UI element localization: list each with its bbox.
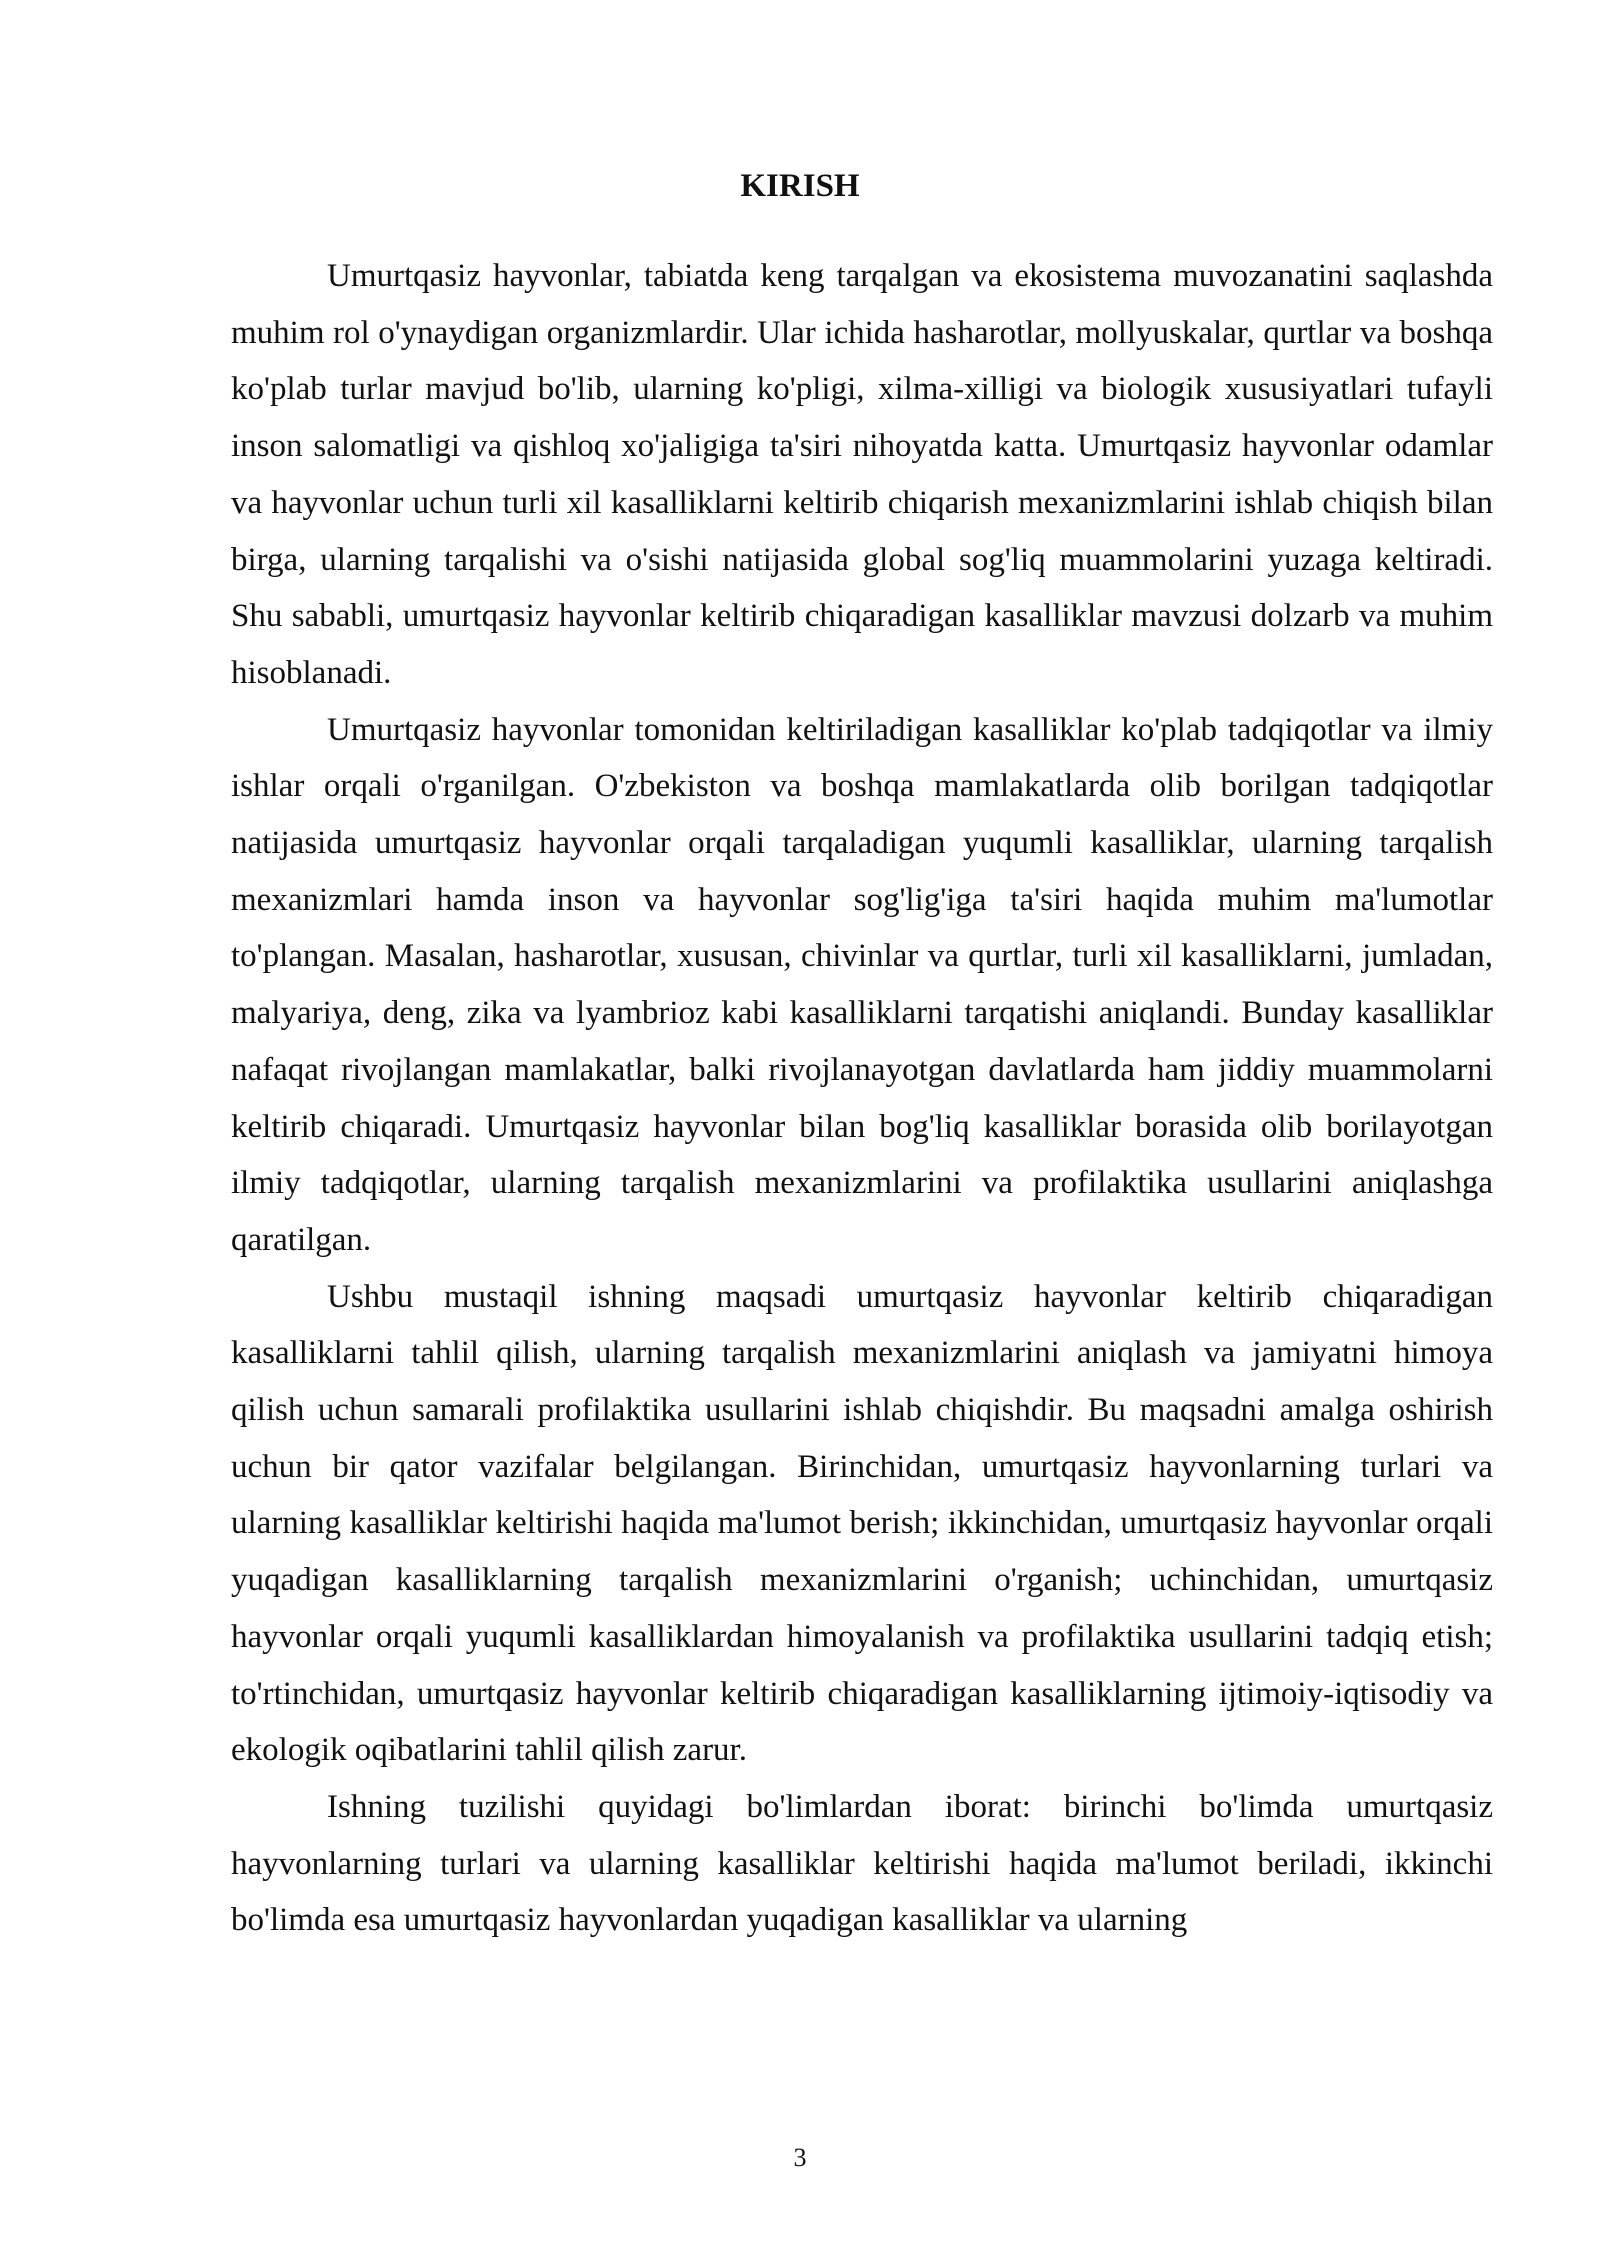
- paragraph-3: Ushbu mustaqil ishning maqsadi umurtqasiz hayvonlar keltirib chiqaradigan kasalliklarni tahlil qilish, ularning tarqalish mexanizmlarini aniqlash va jamiyatni himoya qilish uchun samarali profilaktika usullarini ishlab chiqishdir. Bu maqsadni amalga oshirish uchun bir qator vazifalar belgilangan. Birinchidan, umurtqasiz hayvonlarning turlari va ularning kasalliklar keltirishi haqida ma'lumot berish; ikkinchidan, umurtqasiz hayvonlar orqali yuqadigan kasalliklarning tarqalish mexanizmlarini o'rganish; uchinchidan, umurtqasiz hayvonlar orqali yuqumli kasalliklardan himoyalanish va profilaktika usullarini tadqiq etish; to'rtinchidan, umurtqasiz hayvonlar keltirib chiqaradigan kasalliklarning ijtimoiy-iqtisodiy va ekologik oqibatlarini tahlil qilish zarur.: [231, 1278, 1493, 1769]
- page-title: KIRISH: [740, 168, 860, 204]
- paragraph-2: Umurtqasiz hayvonlar tomonidan keltiriladigan kasalliklar ko'plab tadqiqotlar va ilmiy ishlar orqali o'rganilgan. O'zbekiston va boshqa mamlakatlarda olib borilgan tadqiqotlar natijasida umurtqasiz hayvonlar orqali tarqaladigan yuqumli kasalliklar, ularning tarqalish mexanizmlari hamda inson va hayvonlar sog'lig'iga ta'siri haqida muhim ma'lumotlar to'plangan. Masalan, hasharotlar, xususan, chivinlar va qurtlar, turli xil kasalliklarni, jumladan, malyariya, deng, zika va lyambrioz kabi kasalliklarni tarqatishi aniqlandi. Bunday kasalliklar nafaqat rivojlangan mamlakatlar, balki rivojlanayotgan davlatlarda ham jiddiy muammolarni keltirib chiqaradi. Umurtqasiz hayvonlar bilan bog'liq kasalliklar borasida olib borilayotgan ilmiy tadqiqotlar, ularning tarqalish mexanizmlarini va profilaktika usullarini aniqlashga qaratilgan.: [231, 711, 1493, 1258]
- page-number: 3: [793, 2143, 807, 2172]
- document-body: [231, 248, 1493, 1949]
- paragraph-4: Ishning tuzilishi quyidagi bo'limlardan iborat: birinchi bo'limda umurtqasiz hayvonlarning turlari va ularning kasalliklar keltirishi haqida ma'lumot beriladi, ikkinchi bo'limda esa umurtqasiz hayvonlardan yuqadigan kasalliklar va ularning: [231, 1788, 1493, 1939]
- paragraph-1: Umurtqasiz hayvonlar, tabiatda keng tarqalgan va ekosistema muvozanatini saqlashda muhim rol o'ynaydigan organizmlardir. Ular ichida hasharotlar, mollyuskalar, qurtlar va boshqa ko'plab turlar mavjud bo'lib, ularning ko'pligi, xilma-xilligi va biologik xususiyatlari tufayli inson salomatligi va qishloq xo'jaligiga ta'siri nihoyatda katta. Umurtqasiz hayvonlar odamlar va hayvonlar uchun turli xil kasalliklarni keltirib chiqarish mexanizmlarini ishlab chiqish bilan birga, ularning tarqalishi va o'sishi natijasida global sog'liq muammolarini yuzaga keltiradi. Shu sababli, umurtqasiz hayvonlar keltirib chiqaradigan kasalliklar mavzusi dolzarb va muhim hisoblanadi.: [231, 258, 1493, 691]
